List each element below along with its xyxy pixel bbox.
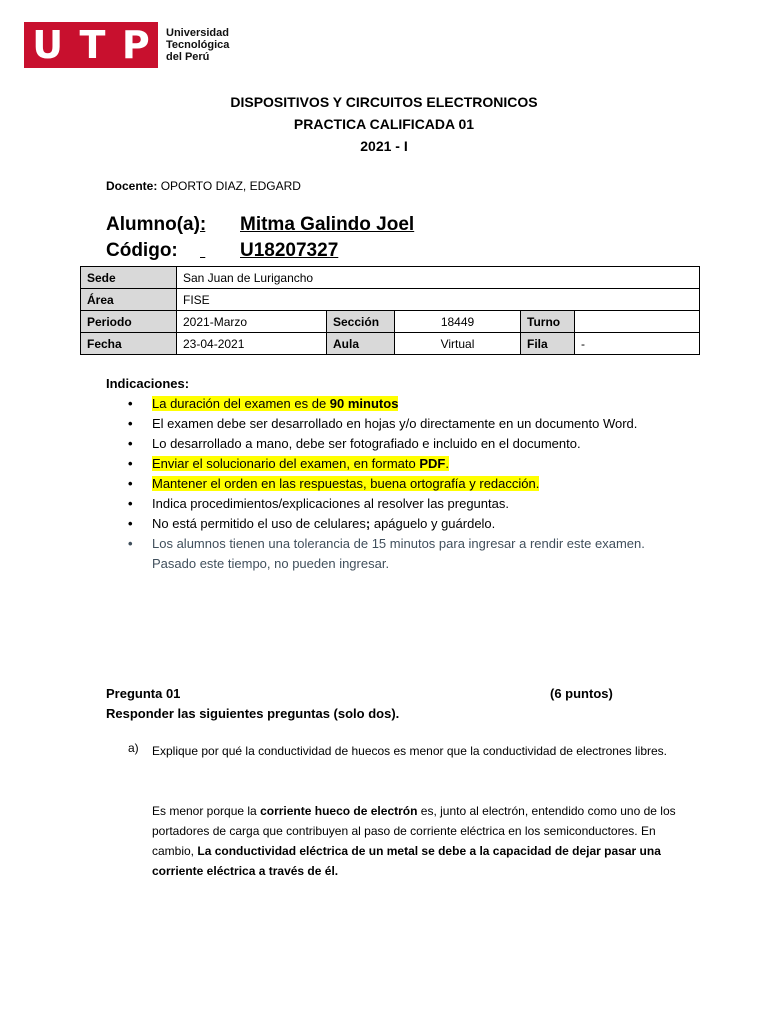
area-label: Área: [81, 289, 177, 311]
periodo-label: Periodo: [81, 311, 177, 333]
question-title: Pregunta 01: [106, 686, 181, 701]
list-item: • El examen debe ser desarrollado en hojas y/o directamente en un documento Word.: [128, 414, 688, 434]
list-item: • Lo desarrollado a mano, debe ser fotografiado e incluido en el documento.: [128, 434, 688, 454]
codigo-line: [106, 240, 338, 262]
docente-value: OPORTO DIAZ, EDGARD: [160, 179, 301, 193]
table-row: [81, 289, 700, 311]
docente-line: [106, 179, 301, 193]
table-row: [81, 333, 700, 355]
indicacion-4-end: .: [445, 456, 449, 471]
logo-letter-p: P: [121, 23, 150, 67]
seccion-label: Sección: [327, 311, 395, 333]
alumno-line: [106, 214, 414, 236]
docente-label: Docente:: [106, 179, 158, 193]
logo-line-2: Tecnológica: [166, 39, 230, 51]
fila-value: -: [575, 333, 700, 355]
highlight: [152, 456, 449, 471]
alumno-underline-pad: [200, 214, 240, 236]
periodo-value: 2021-Marzo: [177, 311, 327, 333]
list-item: • Los alumnos tienen una tolerancia de 15 minutos para ingresar a rendir este examen. Pasado este tiempo, no pueden ingresar.: [128, 534, 688, 574]
area-value: FISE: [177, 289, 700, 311]
exam-title: PRACTICA CALIFICADA 01: [293, 116, 475, 132]
fecha-value: 23-04-2021: [177, 333, 327, 355]
utp-logo-mark: [24, 22, 158, 68]
codigo-value: U18207327: [240, 240, 339, 261]
seccion-value: 18449: [395, 311, 521, 333]
indicacion-7-bold: ;: [365, 516, 371, 531]
fecha-label: Fecha: [81, 333, 177, 355]
answer-text: [152, 801, 692, 881]
turno-label: Turno: [521, 311, 575, 333]
sede-value: San Juan de Lurigancho: [177, 267, 700, 289]
answer-part-3: es, junto al electrón, entendido como uno de los portadores de carga que contribuyen al paso de corriente eléctrica en los semiconductores. En cambio,: [152, 804, 676, 858]
answer-part-2: corriente hueco de electrón: [260, 804, 418, 818]
indicacion-5-text: Mantener el orden en las respuestas, buena ortografía y redacción.: [152, 476, 540, 491]
utp-logo-text: [166, 27, 229, 63]
alumno-label: Alumno(a):: [106, 214, 207, 235]
turno-value: [575, 311, 700, 333]
indicacion-4-bold: PDF: [419, 456, 446, 471]
list-item: [128, 474, 688, 494]
exam-term: 2021 - I: [360, 138, 408, 154]
highlight: [152, 396, 398, 411]
alumno-value: Mitma Galindo Joel: [240, 214, 415, 235]
table-row: [81, 267, 700, 289]
answer-part-4: La conductividad eléctrica de un metal se debe a la capacidad de dejar pasar una corriente eléctrica a través de él.: [152, 844, 661, 878]
question-a-marker: a): [128, 741, 139, 755]
fila-label: Fila: [521, 333, 575, 355]
question-instructions: Responder las siguientes preguntas (solo dos).: [106, 706, 400, 721]
indicacion-7-end: apáguelo y guárdelo.: [370, 516, 496, 531]
question-points: (6 puntos): [550, 686, 613, 701]
indicacion-1-text: La duración del examen es de: [152, 396, 330, 411]
info-table: [80, 266, 700, 355]
codigo-underline-pad: [200, 240, 240, 262]
aula-value: Virtual: [395, 333, 521, 355]
answer-part-1: Es menor porque la: [152, 804, 261, 818]
indicacion-7-text: No está permitido el uso de celulares: [152, 516, 366, 531]
logo-line-1: Universidad: [166, 27, 229, 39]
codigo-label: Código:: [106, 240, 178, 261]
indicaciones-list: [128, 394, 688, 574]
list-item: [128, 514, 688, 534]
logo-letter-u: U: [32, 23, 64, 67]
utp-logo: [24, 22, 229, 68]
list-item: [128, 394, 688, 414]
logo-line-3: del Perú: [166, 51, 210, 63]
question-a-text: Explique por qué la conductividad de huecos es menor que la conductividad de electrones libres.: [152, 744, 667, 758]
list-item: [128, 454, 688, 474]
logo-letter-t: T: [79, 23, 106, 67]
course-title: DISPOSITIVOS Y CIRCUITOS ELECTRONICOS: [230, 94, 538, 110]
sede-label: Sede: [81, 267, 177, 289]
indicaciones-title: Indicaciones:: [106, 376, 190, 391]
table-row: [81, 311, 700, 333]
list-item: • Indica procedimientos/explicaciones al resolver las preguntas.: [128, 494, 688, 514]
indicacion-1-bold: 90 minutos: [329, 396, 399, 411]
indicacion-4-text: Enviar el solucionario del examen, en formato: [152, 456, 420, 471]
aula-label: Aula: [327, 333, 395, 355]
